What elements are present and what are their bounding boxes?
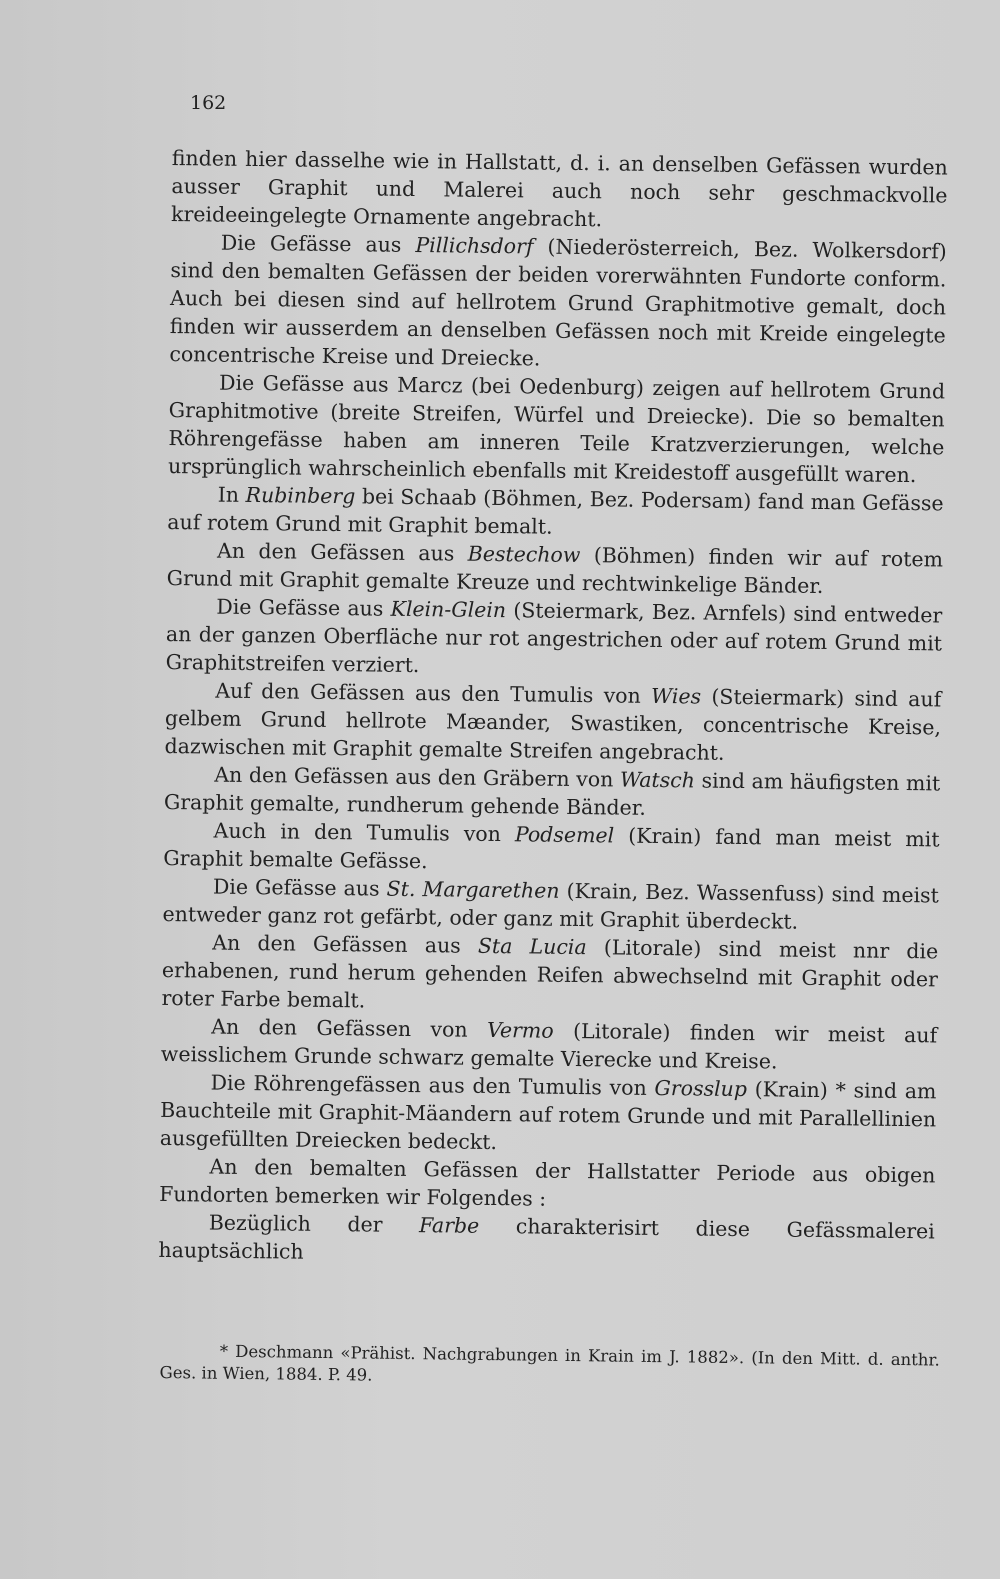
paragraph bbox=[163, 816, 940, 881]
text-run: Die Gefässe aus Marcz (bei Oedenburg) zeigen auf hellrotem Grund Graphitmotive (breite Streifen, Würfel und Dreiecke). Die so bemalten Röhrengefässe haben am inneren Teile Kratzverzierungen, welche ursprünglich wahrscheinlich ebenfalls mit Kreidestoff ausgefüllt waren. bbox=[167, 370, 946, 488]
footnote bbox=[159, 1340, 939, 1394]
place-name: Sta Lucia bbox=[477, 933, 587, 960]
paragraph bbox=[166, 592, 943, 685]
text-run: Auf den Gefässen aus den Tumulis von bbox=[215, 678, 652, 708]
text-run: An den bemalten Gefässen der Hallstatter Periode aus obigen Fundorten bemerken wir Folgendes : bbox=[159, 1154, 936, 1211]
place-name: Vermo bbox=[486, 1017, 554, 1043]
place-name: Wies bbox=[650, 683, 702, 709]
paragraph bbox=[167, 536, 944, 601]
place-name: Podsemel bbox=[514, 822, 615, 848]
place-name: Bestechow bbox=[467, 541, 581, 568]
page-number: 162 bbox=[190, 92, 227, 114]
text-run: An den Gefässen aus den Gräbern von bbox=[214, 762, 621, 792]
paragraph bbox=[171, 144, 948, 237]
text-run: Auch in den Tumulis von bbox=[213, 818, 516, 847]
paragraph bbox=[159, 1152, 936, 1217]
text-run: An den Gefässen aus bbox=[212, 930, 479, 958]
text-run: Die Gefässe aus bbox=[212, 874, 387, 901]
text-run: An den Gefässen von bbox=[211, 1014, 488, 1042]
text-run: (Litorale) sind meist nnr die erhabenen, rund herum gehenden Reifen abwechselnd mit Graphit oder roter Farbe bemalt. bbox=[161, 935, 939, 1013]
text-run: finden hier dasselhe wie in Hallstatt, d. i. an denselben Gefässen wurden ausser Graphit und Malerei auch noch sehr geschmackvolle kreideeingelegte Ornamente angebracht. bbox=[170, 145, 948, 232]
text-run: charakterisirt diese Gefässmalerei hauptsächlich bbox=[158, 1213, 935, 1264]
place-name: Pillichsdorf bbox=[415, 232, 534, 259]
paragraph bbox=[164, 676, 941, 769]
text-run: bei Schaab (Böhmen, Bez. Podersam) fand man Gefässe auf rotem Grund mit Graphit bemalt. bbox=[167, 484, 944, 539]
paragraph bbox=[161, 1012, 938, 1077]
text-run: (Steiermark, Bez. Arnfels) sind entweder an der ganzen Oberfläche nur rot angestrichen oder auf rotem Grund mit Graphitstreifen verziert. bbox=[165, 598, 943, 678]
place-name: Klein-Glein bbox=[390, 596, 507, 623]
place-name: Rubinberg bbox=[245, 482, 356, 509]
text-run: (Niederösterreich, Bez. Wolkersdorf) sind den bemalten Gefässen der beiden vorerwähnten Fundorte conform. Auch bei diesen sind auf hellrotem Grund Graphitmotive gemalt, doch finden wir ausserdem an denselben Gefässen noch mit Kreide eingelegte concentrische Kreise und Dreiecke. bbox=[169, 234, 947, 371]
text-run: (Steiermark) sind auf gelbem Grund hellrote Mæander, Swastiken, concentrische Kreise, dazwischen mit Graphit gemalte Streifen angebracht. bbox=[164, 684, 942, 765]
text-run: In bbox=[217, 482, 246, 507]
place-name: Grosslup bbox=[654, 1075, 748, 1102]
text-run: Die Gefässe aus bbox=[220, 230, 416, 257]
text-run: (Krain) fand man meist mit Graphit bemalte Gefässe. bbox=[163, 823, 940, 874]
text-run: sind am häufigsten mit Graphit gemalte, rundherum gehende Bänder. bbox=[163, 768, 941, 820]
place-name: Watsch bbox=[619, 767, 696, 793]
text-run: (Krain) * sind am Bauchteile mit Graphit-Mäandern auf rotem Grunde und mit Parallellinien ausgefüllten Dreiecken bedeckt. bbox=[159, 1077, 937, 1155]
paragraph bbox=[164, 760, 941, 825]
paragraph bbox=[162, 872, 939, 937]
text-run: An den Gefässen aus bbox=[216, 538, 468, 566]
text-run: Bezüglich der bbox=[208, 1210, 420, 1238]
paragraph bbox=[168, 368, 945, 489]
footnote-text: * Deschmann «Prähist. Nachgrabungen in Krain im J. 1882». (In den Mitt. d. anthr. Ges. in Wien, 1884. P. 49. bbox=[159, 1341, 940, 1385]
place-name: Farbe bbox=[418, 1213, 480, 1238]
text-run: (Krain, Bez. Wassenfuss) sind meist entweder ganz rot gefärbt, oder ganz mit Graphit überdeckt. bbox=[162, 878, 940, 934]
body-text bbox=[158, 144, 948, 1273]
paragraph bbox=[167, 480, 944, 545]
text-run: Die Gefässe aus bbox=[216, 594, 391, 621]
paragraph bbox=[158, 1208, 935, 1273]
paragraph bbox=[160, 1068, 937, 1161]
place-name: St. Margarethen bbox=[386, 876, 560, 903]
text-run: Die Röhrengefässen aus den Tumulis von bbox=[210, 1070, 655, 1100]
paragraph bbox=[161, 928, 938, 1021]
text-run: (Litorale) finden wir meist auf weisslichem Grunde schwarz gemalte Vierecke und Kreise. bbox=[160, 1018, 938, 1074]
text-run: (Böhmen) finden wir auf rotem Grund mit Graphit gemalte Kreuze und rechtwinkelige Bänder. bbox=[166, 543, 944, 598]
paragraph bbox=[169, 228, 947, 377]
